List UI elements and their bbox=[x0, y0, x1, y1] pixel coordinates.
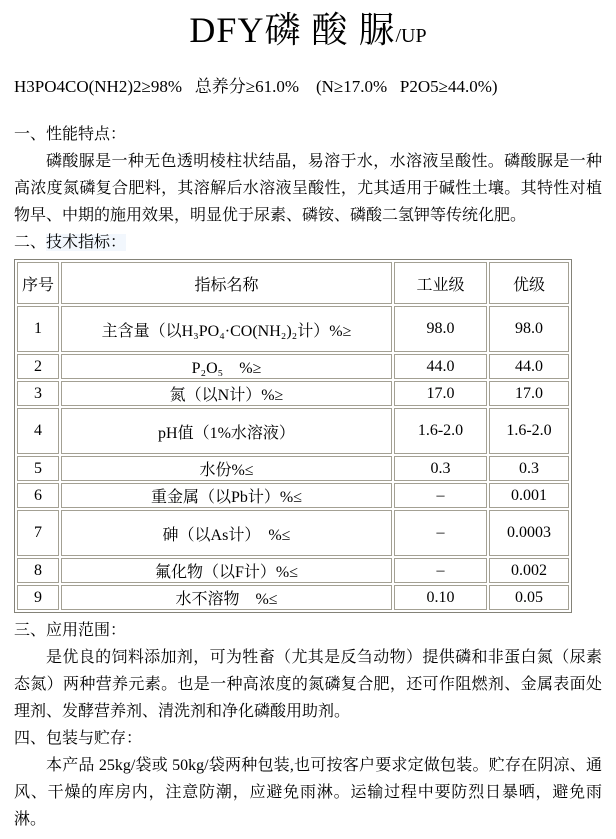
cell-premium: 98.0 bbox=[489, 306, 569, 352]
cell-name: 重金属（以Pb计）%≤ bbox=[61, 483, 392, 508]
section-1-heading: 一、性能特点： bbox=[14, 126, 127, 143]
cell-name: 水不溶物 %≤ bbox=[61, 585, 392, 610]
table-row bbox=[17, 510, 569, 556]
cell-industrial: 98.0 bbox=[394, 306, 487, 352]
section-2-heading-text: 技术指标： bbox=[46, 234, 127, 251]
cell-name: 氮（以N计）%≥ bbox=[61, 381, 392, 406]
cell-name: 水份%≤ bbox=[61, 456, 392, 481]
cell-industrial: 0.3 bbox=[394, 456, 487, 481]
cell-industrial: 1.6-2.0 bbox=[394, 408, 487, 454]
section-4-heading: 四、包装与贮存： bbox=[14, 730, 143, 747]
cell-no: 2 bbox=[17, 354, 59, 379]
table-row bbox=[17, 558, 569, 583]
table-row bbox=[17, 408, 569, 454]
cell-no: 1 bbox=[17, 306, 59, 352]
cell-premium: 0.001 bbox=[489, 483, 569, 508]
section-4-paragraph: 本产品 25kg/袋或 50kg/袋两种包装,也可按客户要求定做包装。贮存在阴凉、通风、干燥的库房内，注意防潮，应避免雨淋。运输过程中要防烈日暴晒，避免雨淋。 bbox=[14, 757, 602, 828]
section-2-heading bbox=[14, 229, 602, 256]
cell-no: 7 bbox=[17, 510, 59, 556]
table-row bbox=[17, 306, 569, 352]
cell-no: 6 bbox=[17, 483, 59, 508]
cell-no: 8 bbox=[17, 558, 59, 583]
cell-no: 5 bbox=[17, 456, 59, 481]
cell-premium: 0.002 bbox=[489, 558, 569, 583]
page-title bbox=[14, 8, 602, 58]
table-row bbox=[17, 354, 569, 379]
product-title-suffix: /UP bbox=[395, 25, 427, 47]
cell-premium: 0.05 bbox=[489, 585, 569, 610]
section-3-paragraph: 是优良的饲料添加剂，可为牲畜（尤其是反刍动物）提供磷和非蛋白氮（尿素态氮）两种营养元素。也是一种高浓度的氮磷复合肥，还可作阻燃剂、金属表面处理剂、发酵营养剂、清洗剂和净化磷酸用助剂。 bbox=[14, 649, 602, 720]
cell-premium: 0.0003 bbox=[489, 510, 569, 556]
table-row bbox=[17, 483, 569, 508]
cell-no: 9 bbox=[17, 585, 59, 610]
product-title: DFY磷 酸 脲 bbox=[189, 10, 396, 50]
table-row bbox=[17, 456, 569, 481]
header-cell-premium: 优级 bbox=[489, 262, 569, 304]
cell-name: 砷（以As计） %≤ bbox=[61, 510, 392, 556]
cell-name: 氟化物（以F计）%≤ bbox=[61, 558, 392, 583]
cell-premium: 44.0 bbox=[489, 354, 569, 379]
cell-industrial: – bbox=[394, 483, 487, 508]
header-cell-name: 指标名称 bbox=[61, 262, 392, 304]
cell-no: 3 bbox=[17, 381, 59, 406]
table-header-row bbox=[17, 262, 569, 304]
cell-premium: 0.3 bbox=[489, 456, 569, 481]
cell-premium: 1.6-2.0 bbox=[489, 408, 569, 454]
cell-premium: 17.0 bbox=[489, 381, 569, 406]
section-3-heading: 三、应用范围： bbox=[14, 622, 127, 639]
cell-industrial: – bbox=[394, 510, 487, 556]
table-row bbox=[17, 585, 569, 610]
chemical-formula-line: H3PO4CO(NH2)2≥98% 总养分≥61.0% (N≥17.0% P2O5≥44.0%) bbox=[14, 77, 498, 96]
cell-name: P₂O₅ %≥ bbox=[61, 354, 392, 379]
header-cell-no: 序号 bbox=[17, 262, 59, 304]
cell-name: 主含量（以H₃PO₄·CO(NH₂)₂计）%≥ bbox=[61, 306, 392, 352]
cell-industrial: – bbox=[394, 558, 487, 583]
section-1-paragraph: 磷酸脲是一种无色透明棱柱状结晶，易溶于水，水溶液呈酸性。磷酸脲是一种高浓度氮磷复合肥料，其溶解后水溶液呈酸性，尤其适用于碱性土壤。其特性对植物早、中期的施用效果，明显优于尿素、磷铵、磷酸二氢钾等传统化肥。 bbox=[14, 153, 602, 224]
section-2-heading-prefix: 二、 bbox=[14, 234, 47, 251]
cell-no: 4 bbox=[17, 408, 59, 454]
technical-specs-table bbox=[14, 259, 572, 613]
cell-industrial: 44.0 bbox=[394, 354, 487, 379]
cell-industrial: 17.0 bbox=[394, 381, 487, 406]
header-cell-industrial: 工业级 bbox=[394, 262, 487, 304]
cell-name: pH值（1%水溶液） bbox=[61, 408, 392, 454]
table-row bbox=[17, 381, 569, 406]
cell-industrial: 0.10 bbox=[394, 585, 487, 610]
